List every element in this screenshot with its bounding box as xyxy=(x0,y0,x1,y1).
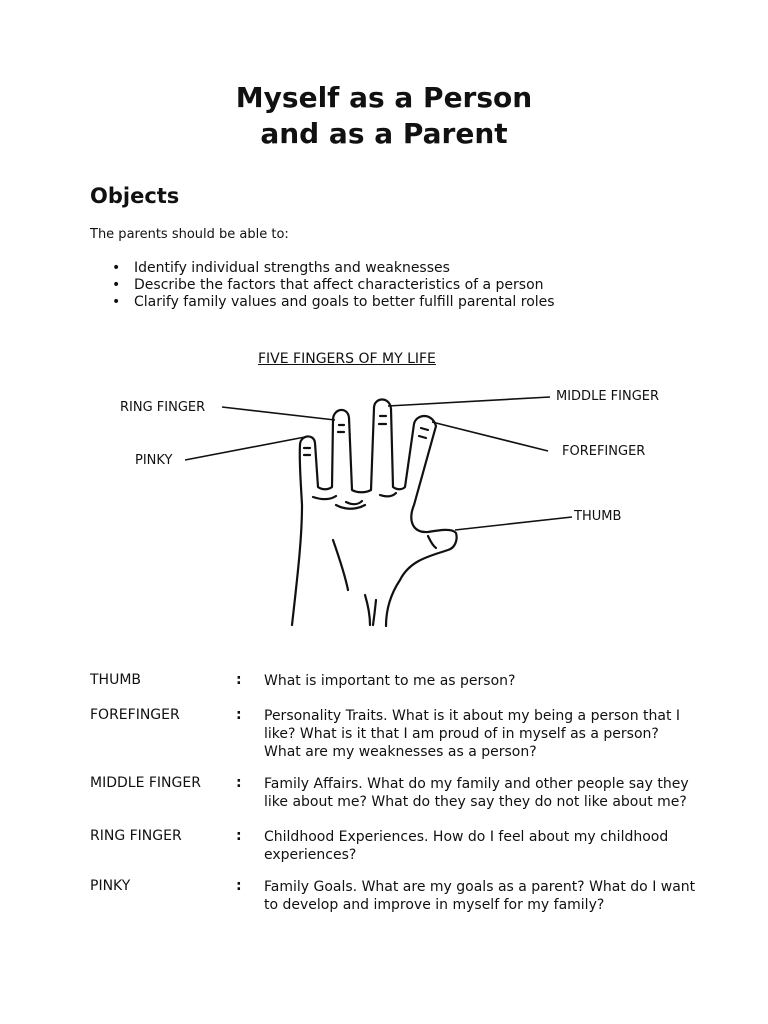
ring-leader-line xyxy=(222,407,335,420)
question-term: RING FINGER xyxy=(90,828,182,844)
hand-outline xyxy=(292,400,457,627)
title-line-2: and as a Parent xyxy=(260,117,508,150)
objects-heading: Objects xyxy=(90,184,180,208)
question-line: What are my weaknesses as a person? xyxy=(264,744,537,760)
fore-leader-line xyxy=(432,422,548,451)
objective-item: • Describe the factors that affect characteristics of a person xyxy=(112,277,555,294)
middle-finger-label: MIDDLE FINGER xyxy=(556,389,660,404)
question-term: THUMB xyxy=(90,672,142,688)
objective-item: • Identify individual strengths and weaknesses xyxy=(112,260,555,277)
intro-text: The parents should be able to: xyxy=(90,227,289,242)
question-text xyxy=(264,828,734,864)
ring-finger-label: RING FINGER xyxy=(120,400,206,415)
middle-leader-line xyxy=(388,397,550,406)
question-line: What is important to me as person? xyxy=(264,673,516,689)
question-term: FOREFINGER xyxy=(90,707,180,723)
forefinger-label: FOREFINGER xyxy=(562,444,646,459)
title-line-1: Myself as a Person xyxy=(235,81,533,114)
question-colon: : xyxy=(236,775,242,791)
question-line: experiences? xyxy=(264,847,357,863)
question-line: like? What is it that I am proud of in myself as a person? xyxy=(264,726,659,742)
objective-item: • Clarify family values and goals to better fulfill parental roles xyxy=(112,294,555,311)
pinky-label: PINKY xyxy=(135,453,173,468)
question-colon: : xyxy=(236,707,242,723)
question-colon: : xyxy=(236,878,242,894)
question-text xyxy=(264,707,734,761)
thumb-label: THUMB xyxy=(574,509,622,524)
question-term: MIDDLE FINGER xyxy=(90,775,201,791)
thumb-leader-line xyxy=(455,517,572,530)
question-term: PINKY xyxy=(90,878,131,894)
question-text xyxy=(264,878,734,914)
question-text xyxy=(264,775,734,811)
question-line: Family Affairs. What do my family and other people say they xyxy=(264,776,689,792)
question-line: to develop and improve in myself for my family? xyxy=(264,897,605,913)
question-line: Personality Traits. What is it about my being a person that I xyxy=(264,708,681,724)
question-colon: : xyxy=(236,828,242,844)
question-text xyxy=(264,672,734,690)
question-line: like about me? What do they say they do not like about me? xyxy=(264,794,687,810)
question-line: Family Goals. What are my goals as a parent? What do I want xyxy=(264,879,696,895)
question-line: Childhood Experiences. How do I feel about my childhood xyxy=(264,829,669,845)
diagram-title: FIVE FINGERS OF MY LIFE xyxy=(258,351,436,367)
question-colon: : xyxy=(236,672,242,688)
pinky-leader-line xyxy=(185,437,305,460)
